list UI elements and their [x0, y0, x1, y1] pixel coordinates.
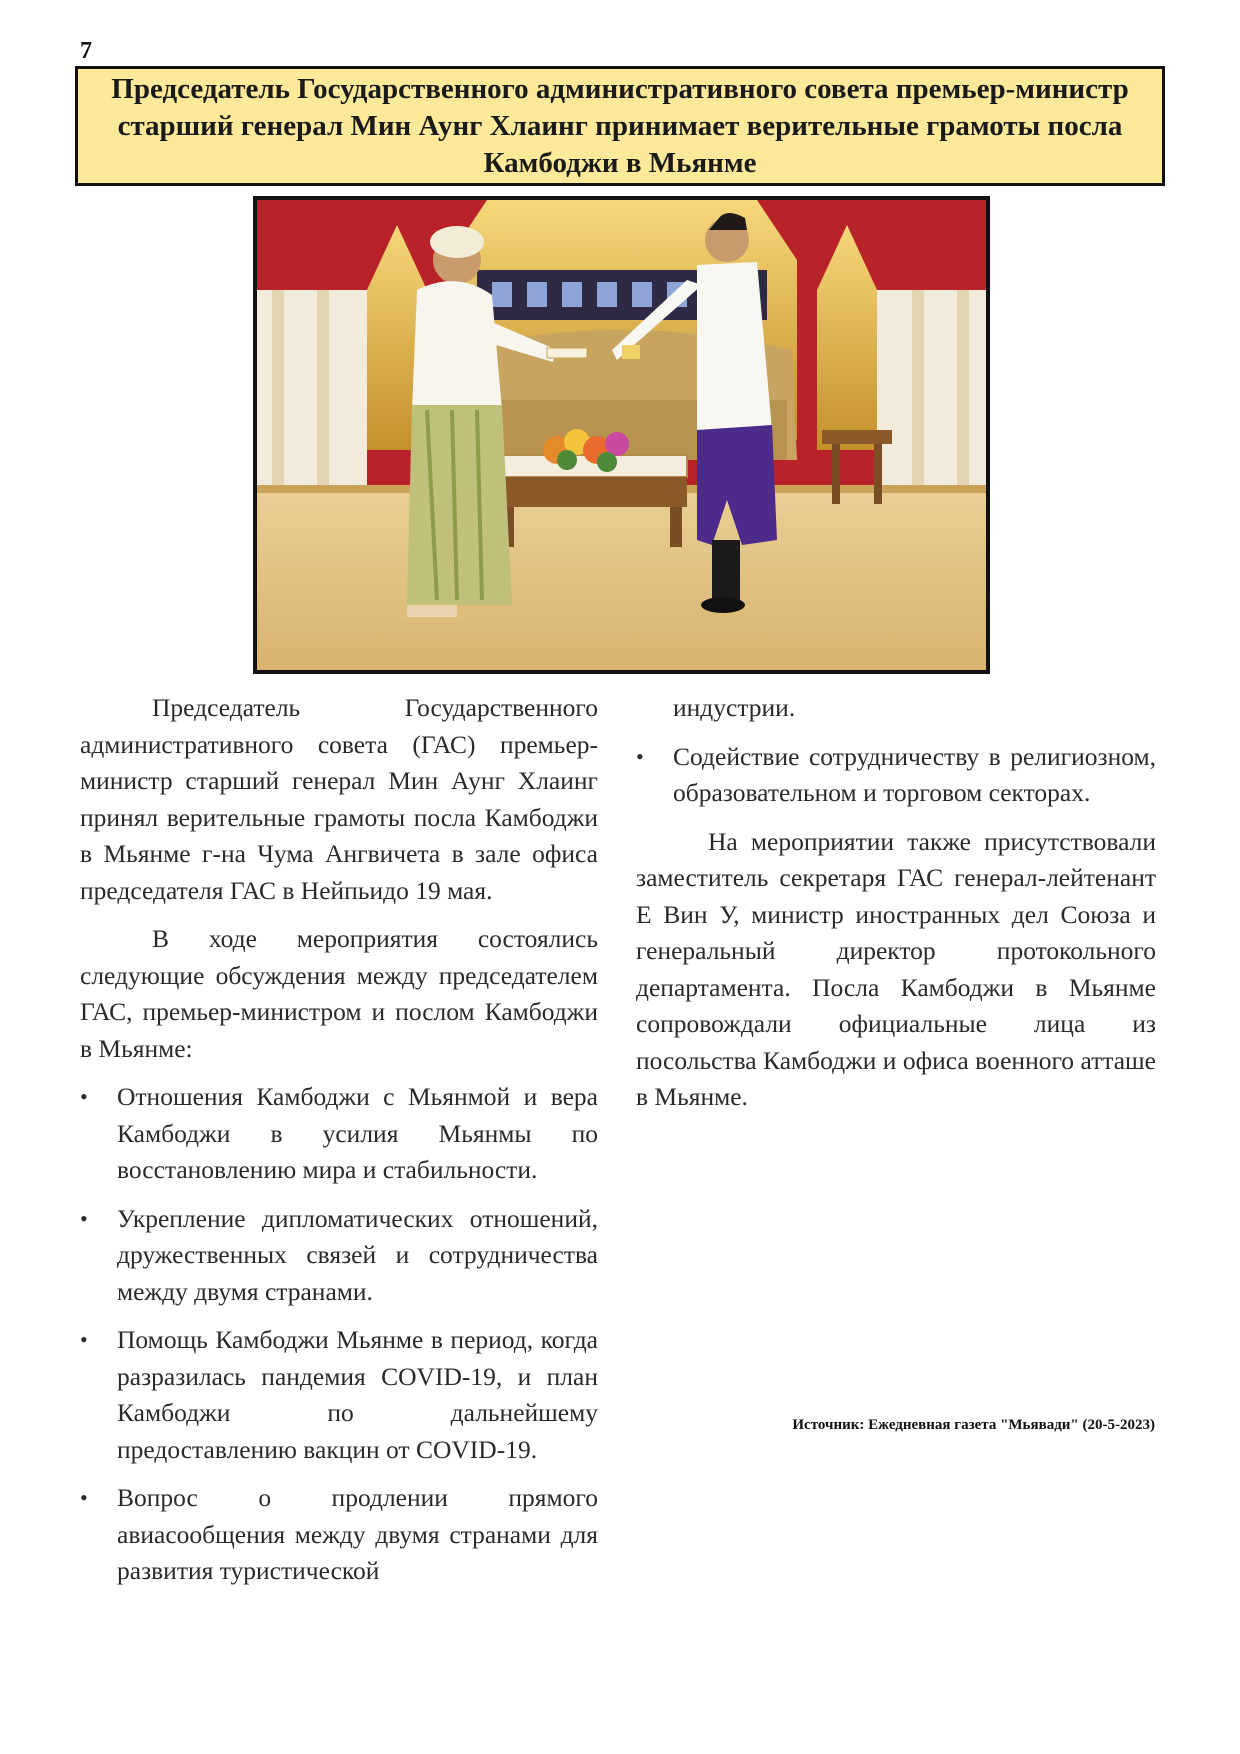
list-item: • Помощь Камбоджи Мьянме в период, когда разразилась пандемия COVID-19, и план Камбоджи по дальнейшему предоставлению вакцин от COVID-19. [80, 1322, 598, 1468]
headline-box [75, 66, 1165, 186]
intro-paragraph: Председатель Государственного административного совета (ГАС) премьер-министр старший генерал Мин Аунг Хлаинг принял верительные грамоты посла Камбоджи в Мьянме г-на Чума Ангвичета в зале офиса председателя ГАС в Нейпьидо 19 мая. [80, 693, 598, 905]
photo-illustration [257, 200, 986, 670]
list-item: • Отношения Камбоджи с Мьянмой и вера Камбоджи в усилия Мьянмы по восстановлению мира и стабильности. [80, 1079, 598, 1189]
attendees-paragraph: На мероприятии также присутствовали заместитель секретаря ГАС генерал-лейтенант Е Вин У, министр иностранных дел Союза и генеральный директор протокольного департамента. Посла Камбоджи в Мьянме сопровождали официальные лица из посольства Камбоджи и офиса военного атташе в Мьянме. [636, 826, 1156, 1111]
list-item: • Содействие сотрудничеству в религиозном, образовательном и торговом секторах. [636, 739, 1156, 812]
list-item-continuation: индустрии. [673, 693, 796, 722]
right-column [636, 690, 1156, 1128]
page-number: 7 [80, 38, 92, 64]
discussion-list [80, 1079, 598, 1590]
list-item: • Укрепление дипломатических отношений, дружественных связей и сотрудничества между двумя странами. [80, 1201, 598, 1311]
list-item: • Вопрос о продлении прямого авиасообщения между двумя странами для развития туристической [80, 1480, 598, 1590]
discussions-paragraph: В ходе мероприятия состоялись следующие обсуждения между председателем ГАС, премьер-министром и послом Камбоджи в Мьянме: [80, 924, 598, 1063]
discussion-list-continued [636, 739, 1156, 812]
left-column [80, 690, 598, 1602]
credentials-ceremony-photo [253, 196, 990, 674]
source-note: Источник: Ежедневная газета "Мьявади" (20-5-2023) [792, 1417, 1155, 1433]
headline: Председатель Государственного административного совета премьер-министр старший генерал Мин Аунг Хлаинг принимает верительные грамоты посла Камбоджи в Мьянме [111, 72, 1129, 179]
